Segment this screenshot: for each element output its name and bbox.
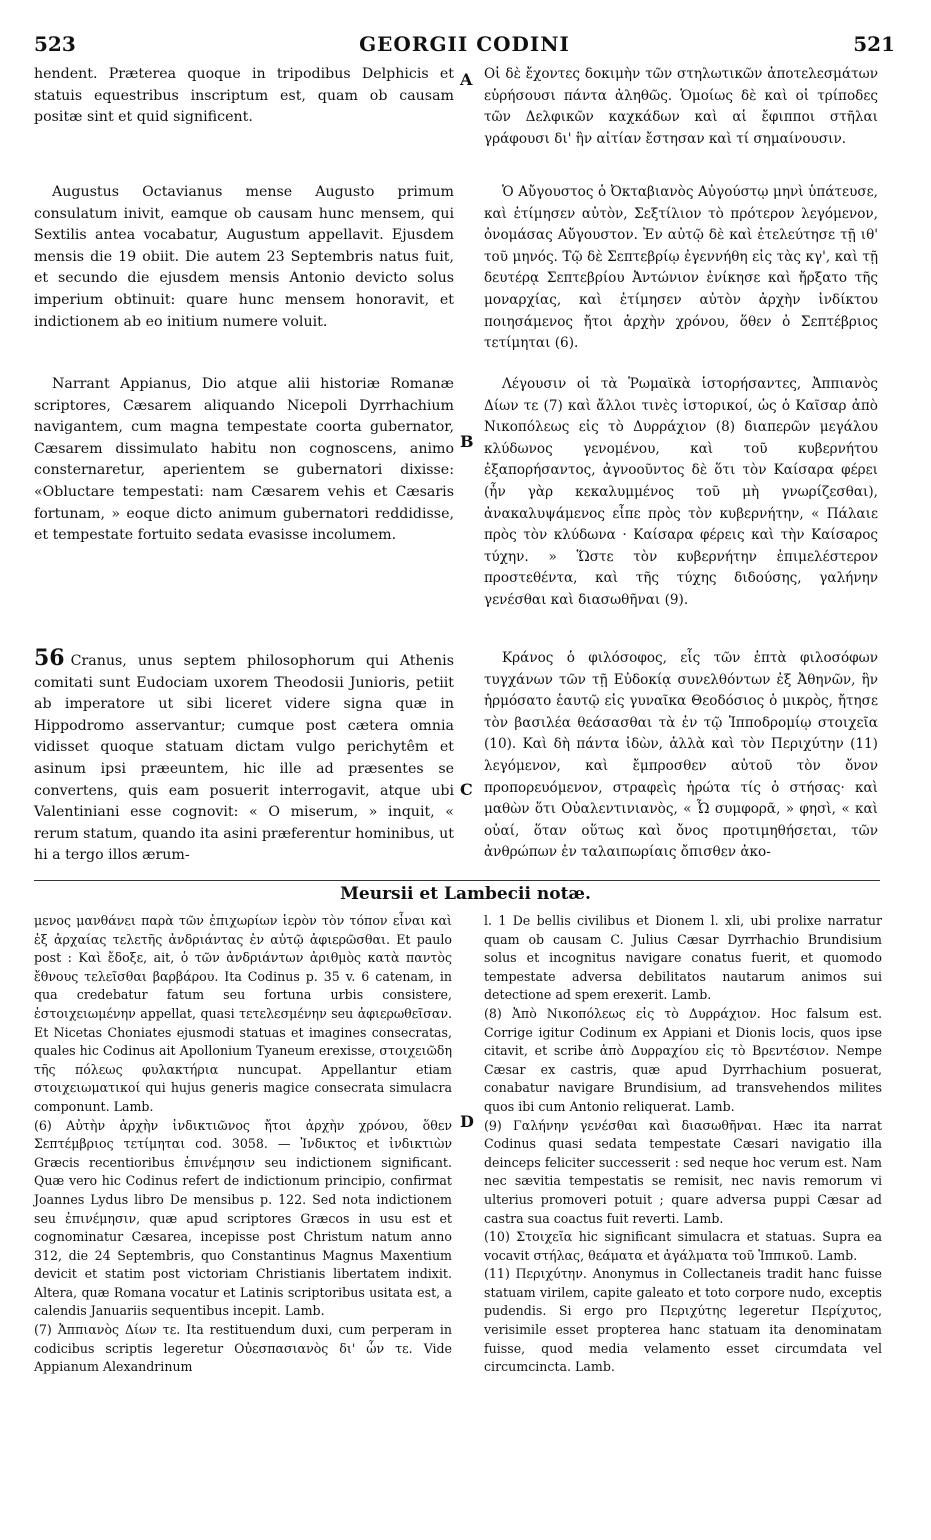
note-paragraph: μενος μανθάνει παρὰ τῶν ἐπιχωρίων ἱερὸν τὸν τόπον εἶναι καὶ ἐξ ἀρχαίας τελετῆς ἀνδριάντας ἐν αὐτῷ ἀφιερῶσθαι. Et paulo post : Καὶ ἔδοξε, ait, ὁ τῶν ἀνδριάντων ἀριθμὸς κατὰ παντὸς ἔθνους τελεῖσθαι βαρβάρου. Ita Codinus p. 35 v. 6 catenam, in qua credebatur fatum seu fortuna urbis consistere, ἐστοιχειωμένην appellat, quasi τετελεσμένην seu ἀφιερωθεῖσαν. Et Nicetas Choniates ejusmodi statuas et imagines consecratas, quales hic Codinus ait Apollonium Tyaneum erexisse, στοιχειῶδη τῆς πόλεως φυλακτήρια nuncupat. Appellantur etiam στοιχειωματικοί qui hujus generis magice consecrata simulacra componunt. Lamb. [34,913,452,1114]
greek-text: Λέγουσιν οἱ τὰ Ῥωμαϊκὰ ἱστορήσαντες, Ἀππιανὸς Δίων τε (7) καὶ ἄλλοι τινὲς ἱστορικοί, ὡς ὁ Καῖσαρ ἀπὸ Νικοπόλεως εἰς τὸ Δυρράχιον (8) διαπερῶν μεγάλου κλύδωνος γενομένου, καὶ τοῦ κυβερνήτου ἐξαπορήσαντος, ἀγνοοῦντος δὲ ὅτι τὸν Καίσαρα φέρει (ἦν γὰρ κεκαλυμμένος τοῦ μὴ γνωρίζεσθαι), ἀνακαλυψάμενος εἶπε πρὸς τὸν κυβερνήτην, « Πάλαιε πρὸς τὸν κλύδωνα · Καίσαρα φέρεις καὶ τὴν Καίσαρος τύχην. » Ὥστε τὸν κυβερνήτην ἐπιμελέστερον προστεθέντα, καὶ τῆς τύχης διδούσης, γαλήνην γενέσθαι καὶ διασωθῆναι (9). [484,376,878,608]
latin-paragraph-1 [34,64,454,129]
latin-paragraph-2 [34,182,454,333]
page-number-left: 523 [34,32,76,56]
greek-paragraph-4 [484,648,878,864]
greek-text: Οἱ δὲ ἔχοντες δοκιμὴν τῶν στηλωτικῶν ἀποτελεσμάτων εὑρήσουσι πάντα ἀληθῶς. Ὁμοίως δὲ καὶ οἱ τρίποδες τῶν Δελφικῶν καχκάδων καὶ αἱ ἔφιπποι στῆλαι γράφουσι δι' ἣν αἰτίαν ἔστησαν καὶ τί σημαίνουσιν. [484,66,878,147]
greek-paragraph-3 [484,374,878,612]
latin-paragraph-4 [34,645,454,867]
greek-text: Ὁ Αὔγουστος ὁ Ὀκταβιανὸς Αὐγούστῳ μηνὶ ὑπάτευσε, καὶ ἐτίμησεν αὐτὸν, Σεξτίλιον τὸ πρότερον λεγόμενον, ὀνομάσας Αὔγουστον. Ἐν αὐτῷ δὲ καὶ ἐτελεύτησε τῇ ιθ' τοῦ μηνός. Τῷ δὲ Σεπτεβρίῳ ἐγεννήθη εἰς τὰς κγ', καὶ τῇ δευτέρᾳ Σεπτεβρίου Ἀντώνιον ἐνίκησε καὶ ἤρξατο τῆς μοναρχίας, καὶ ἐτίμησεν αὐτὸν ἀρχὴν ἰνδίκτου ποιησάμενος ἤτοι ἀρχὴν χρόνου, ὅθεν ὁ Σεπτέβριος τετίμηται (6). [484,184,878,352]
margin-letter-b: B [460,432,474,451]
greek-paragraph-2 [484,182,878,355]
notes-divider [34,880,880,881]
running-title: GEORGII CODINI [359,32,570,56]
page-number-right: 521 [853,32,895,56]
note-paragraph: (9) Γαλήνην γενέσθαι καὶ διασωθῆναι. Hæc ita narrat Codinus quasi sedata tempestate Cæsari navigatio illa deinceps feliciter successerit : sed neque hoc verum est. Nam nec sævitia tempestatis se remisit, nec navis remorum vi ulterius promoveri potuit ; quare adversa puppi Cæsar ad castra sua coactus fuit reverti. Lamb. [484,1117,882,1226]
latin-paragraph-3 [34,374,454,547]
latin-text: Cranus, unus septem philosophorum qui Athenis comitati sunt Eudociam uxorem Theodosii Junioris, petiit ab imperatore ut sibi liceret videre signa quæ in Hippodromo asservantur; cumque post cætera omnia vidisset quoque statuam dictam vulgo perichytêm et asinum ipsi præeuntem, hic ille ad præsentes se convertens, quis eam posuerit interrogavit, atque ubi Valentiniani esse cognovit: « O miserum, » inquit, « rerum statum, quando ita asini præferentur hominibus, ut hi a tergo illos ærum- [34,653,454,864]
latin-text: Narrant Appianus, Dio atque alii historiæ Romanæ scriptores, Cæsarem aliquando Nicepoli Dyrrhachium navigantem, cum magna tempestate coorta gubernator, Cæsarem dissimulato habitu non cognoscens, animo consternaretur, aperientem se gubernatori dixisse: «Obluctare tempestati: nam Cæsarem vehis et Cæsaris fortunam, » eoque dicto animum gubernatori reddidisse, et tempestate fortuito sedata evasisse incolumem. [34,376,454,544]
running-header [34,32,895,58]
note-paragraph: (11) Περιχύτην. Anonymus in Collectaneis tradit hanc fuisse statuam virilem, capite galeato et toto corpore nudo, exceptis pudendis. Si ergo pro Περιχύτης legeretur Περίχυτος, verisimile esset propterea hanc statuam ita denominatam fuisse, quod media velamento esset circumdata vel circumcincta. Lamb. [484,1266,882,1375]
note-paragraph: (8) Ἀπὸ Νικοπόλεως εἰς τὸ Δυρράχιον. Hoc falsum est. Corrige igitur Codinum ex Appiani et Dionis locis, quos ipse citavit, et scribe ἀπὸ Δυρραχίου εἰς τὸ Βρεντέσιον. Nempe Cæsar ex castris, quæ apud Dyrrhachium posuerat, conabatur navigare Brundisium, ad transvehendos milites quos ibi cum Antonio reliquerat. Lamb. [484,1005,882,1114]
note-paragraph: (10) Στοιχεῖα hic significant simulacra et statuas. Supra ea vocavit στήλας, θεάματα et ἀγάλματα τοῦ Ἱππικοῦ. Lamb. [484,1229,882,1263]
notes-right-column [484,912,882,1377]
greek-text: Κράνος ὁ φιλόσοφος, εἷς τῶν ἑπτὰ φιλοσόφων τυγχάνων τῶν τῇ Εὐδοκίᾳ συνελθόντων ἐξ Ἀθηνῶν, ἣν ἡρμόσατο ἑαυτῷ εἰς γυναῖκα Θεοδόσιος ὁ μικρὸς, ἤτησε τὸν βασιλέα θεάσασθαι τὰ ἐν τῷ Ἱπποδρομίῳ στοιχεῖα (10). Καὶ δὴ πάντα ἰδὼν, ἀλλὰ καὶ τὸν Περιχύτην (11) λεγόμενον, καὶ ἔμπροσθεν αὐτοῦ τὸν ὄνον προπορευόμενον, στραφεὶς ἠρώτα τίς ὁ στήσας· καὶ μαθὼν ὅτι Οὐαλεντινιανὸς, « Ὦ συμφορᾶ, » φησὶ, « καὶ οὐαί, ὅταν οὕτως καὶ ὄνος προτιμηθήσεται, τῶν ἀνθρώπων ἐν ταλαιπωρίαις ὄπισθεν ἀκο- [484,650,878,861]
notes-title: Meursii et Lambecii notæ. [340,884,591,904]
latin-text: hendent. Præterea quoque in tripodibus Delphicis et statuis equestribus inscriptum est, quam ob causam positæ sint et quid significent. [34,66,454,126]
greek-paragraph-1 [484,64,878,150]
notes-left-column [34,912,452,1377]
margin-letter-c: C [460,780,473,799]
note-paragraph: (6) Αὐτὴν ἀρχὴν ἰνδικτιῶνος ἤτοι ἀρχὴν χρόνου, ὅθεν Σεπτέμβριος τετίμηται cod. 3058. — Ἰνδικτος et ἰνδικτιὼν Græcis recentioribus ἐπινέμησιν seu indictionem significant. Quæ vero hic Codinus refert de indictionum principio, confirmat Joannes Lydus libro De mensibus p. 122. Sed nota indictionem seu ἐπινέμησιν, quæ apud scriptores Græcos in usu est et cognominatur Cæsarea, incepisse post Christum natum anno 312, die 24 Septembris, quo Constantinus Magnus Maxentium devicit et statim post victoriam Christianis libertatem indixit. Altera, quæ Romana vocatur et Latinis scriptoribus usitata est, a calendis Januariis sequentibus incepit. Lamb. [34,1117,452,1319]
note-paragraph: (7) Ἀππιανὸς Δίων τε. Ita restituendum duxi, cum perperam in codicibus scriptis legeretur Οὐεσπασιανὸς δι' ὧν τε. Vide Appianum Alexandrinum [34,1322,452,1375]
margin-letter-a: A [460,70,473,89]
section-number: 56 [34,645,65,671]
latin-text: Augustus Octavianus mense Augusto primum consulatum inivit, eamque ob causam hunc mensem, qui Sextilis antea vocabatur, Augustum appellavit. Ejusdem mensis die 19 obiit. Die autem 23 Septembris natus fuit, et secundo die ejusdem mensis Antonio devicto solus imperium obtinuit: quare hunc mensem honoravit, et indictionem ab eo initium numere voluit. [34,184,454,330]
note-paragraph: l. 1 De bellis civilibus et Dionem l. xli, ubi prolixe narratur quam ob causam C. Julius Cæsar Dyrrhachio Brundisium solus et incognitus navigare conatus fuerit, et quomodo tempestate adversa debilitatos nautarum animos sui detectione ad spem erexerit. Lamb. [484,913,882,1003]
margin-letter-d: D [460,1112,474,1131]
